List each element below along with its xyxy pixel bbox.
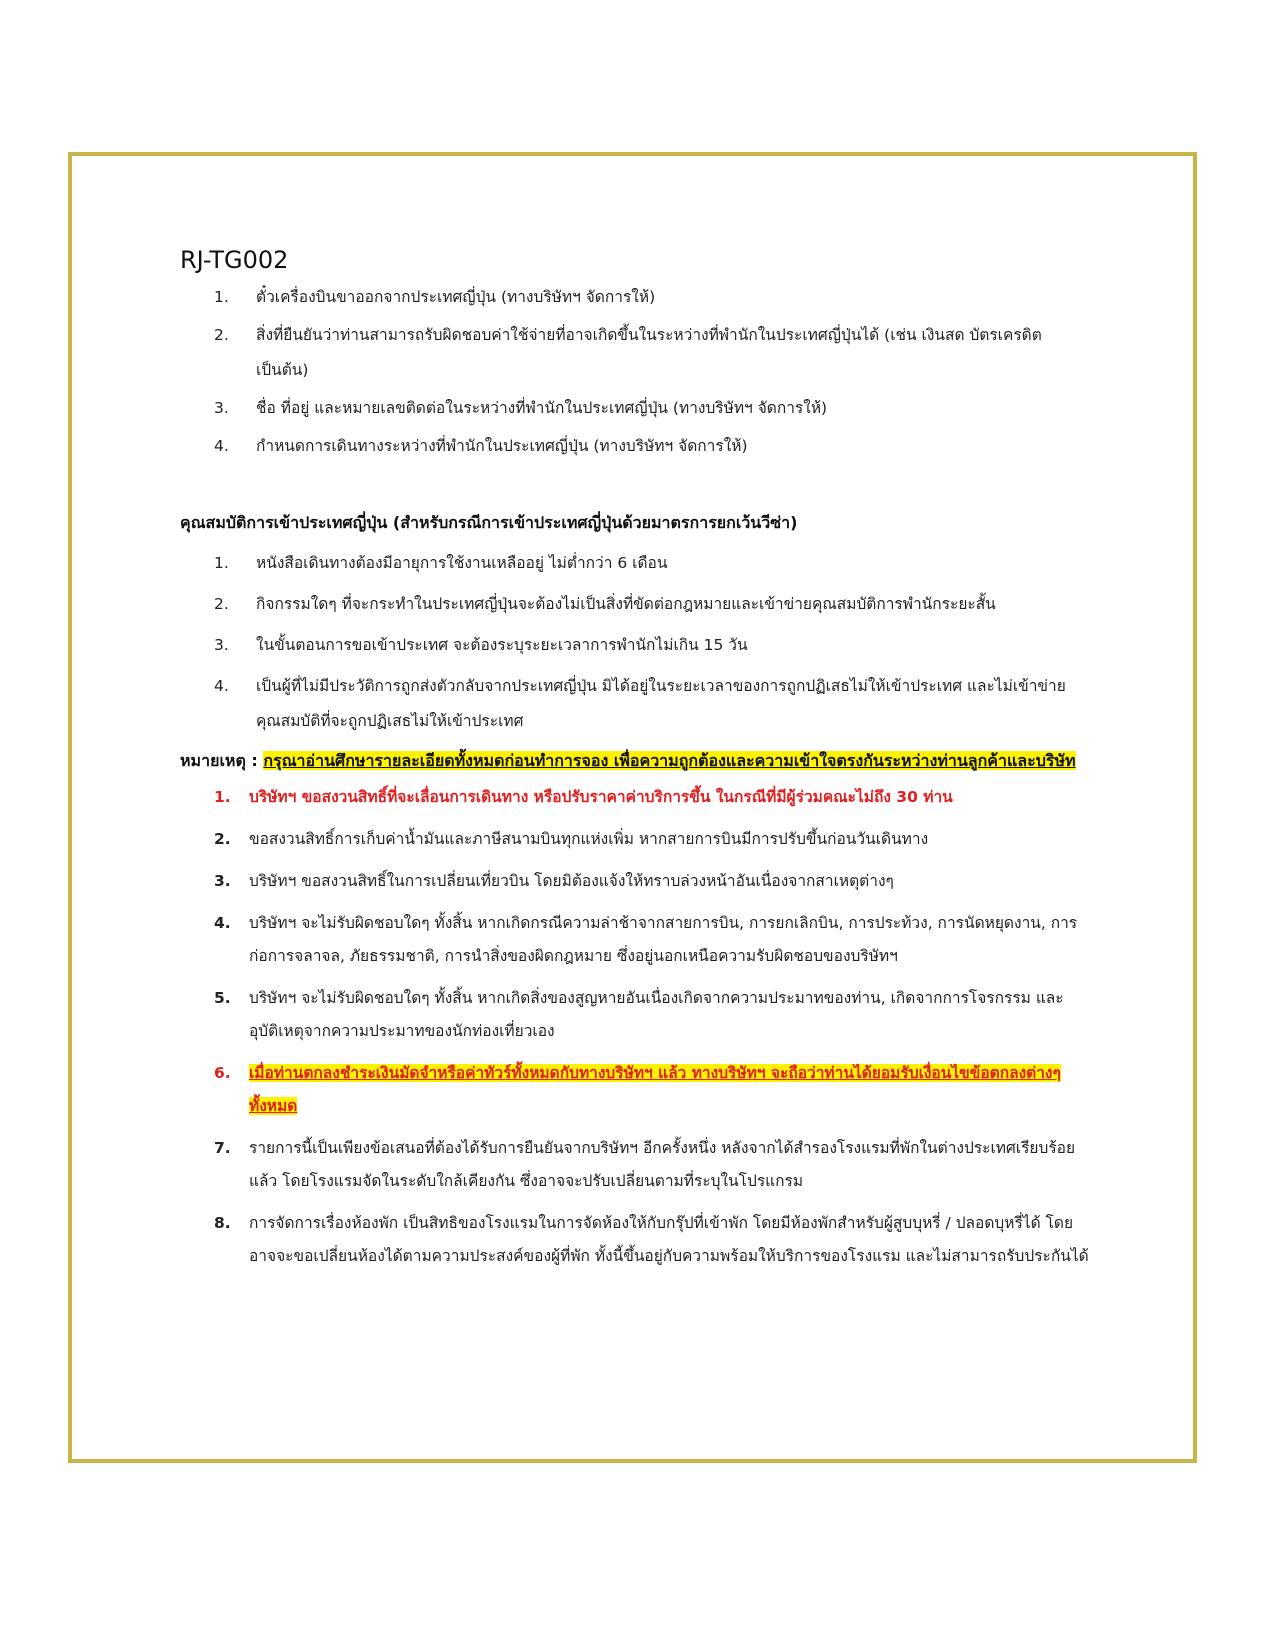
list-item: 2. ขอสงวนสิทธิ์การเก็บค่าน้ำมันและภาษีสนามบินทุกแห่งเพิ่ม หากสายการบินมีการปรับขึ้นก่อนวันเดินทาง <box>214 830 929 848</box>
list-item: 1. ตั๋วเครื่องบินขาออกจากประเทศญี่ปุ่น (ทางบริษัทฯ จัดการให้) <box>214 288 656 306</box>
list-item: 6. เมื่อท่านตกลงชำระเงินมัดจำหรือค่าทัวร์ทั้งหมดกับทางบริษัทฯ แล้ว ทางบริษัทฯ จะถือว่าท่านได้ยอมรับเงื่อนไขข้อตกลงต่างๆ ทั้งหมด <box>214 1064 1061 1115</box>
list-item: 4. เป็นผู้ที่ไม่มีประวัติการถูกส่งตัวกลับจากประเทศญี่ปุ่น มิได้อยู่ในระยะเวลาของการถูกปฏิเสธไม่ให้เข้าประเทศ และไม่เข้าข่ายคุณสมบัติที่จะถูกปฏิเสธไม่ให้เข้าประเทศ <box>214 677 1066 730</box>
note-paragraph <box>180 745 1095 777</box>
list-item: 1. บริษัทฯ ขอสงวนสิทธิ์ที่จะเลื่อนการเดินทาง หรือปรับราคาค่าบริการขึ้น ในกรณีที่มีผู้ร่วมคณะไม่ถึง 30 ท่าน <box>214 788 953 806</box>
list-item: 2. สิ่งที่ยืนยันว่าท่านสามารถรับผิดชอบค่าใช้จ่ายที่อาจเกิดขึ้นในระหว่างที่พำนักในประเทศญี่ปุ่นได้ (เช่น เงินสด บัตรเครดิต เป็นต้น) <box>214 326 1042 379</box>
list-item: 2. กิจกรรมใดๆ ที่จะกระทำในประเทศญี่ปุ่นจะต้องไม่เป็นสิ่งที่ขัดต่อกฎหมายและเข้าข่ายคุณสมบัติการพำนักระยะสั้น <box>214 595 996 613</box>
note-label: หมายเหตุ : <box>180 751 264 770</box>
requirements-list <box>180 280 1095 464</box>
list-item: 5. บริษัทฯ จะไม่รับผิดชอบใดๆ ทั้งสิ้น หากเกิดสิ่งของสูญหายอันเนื่องเกิดจากความประมาทของท่าน, เกิดจากการโจรกรรม และอุบัติเหตุจากความประมาทของนักท่องเที่ยวเอง <box>214 989 1064 1040</box>
qualification-heading: คุณสมบัติการเข้าประเทศญี่ปุ่น (สำหรับกรณีการเข้าประเทศญี่ปุ่นด้วยมาตรการยกเว้นวีซ่า) <box>180 513 798 532</box>
list-item: 3. ในขั้นตอนการขอเข้าประเทศ จะต้องระบุระยะเวลาการพำนักไม่เกิน 15 วัน <box>214 636 748 654</box>
list-item: 1. หนังสือเดินทางต้องมีอายุการใช้งานเหลืออยู่ ไม่ต่ำกว่า 6 เดือน <box>214 554 668 572</box>
list-item: 4. กำหนดการเดินทางระหว่างที่พำนักในประเทศญี่ปุ่น (ทางบริษัทฯ จัดการให้) <box>214 437 748 455</box>
document-content <box>180 246 1095 1282</box>
conditions-list <box>180 781 1095 1273</box>
list-item: 3. ชื่อ ที่อยู่ และหมายเลขติดต่อในระหว่างที่พำนักในประเทศญี่ปุ่น (ทางบริษัทฯ จัดการให้) <box>214 399 828 417</box>
list-item: 4. บริษัทฯ จะไม่รับผิดชอบใดๆ ทั้งสิ้น หากเกิดกรณีความล่าช้าจากสายการบิน, การยกเลิกบิน, การประท้วง, การนัดหยุดงาน, การก่อการจลาจล, ภัยธรรมชาติ, การนำสิ่งของผิดกฎหมาย ซึ่งอยู่นอกเหนือความรับผิดชอบของบริษัทฯ <box>214 914 1078 965</box>
program-code: RJ-TG002 <box>180 246 289 274</box>
list-item: 7. รายการนี้เป็นเพียงข้อเสนอที่ต้องได้รับการยืนยันจากบริษัทฯ อีกครั้งหนึ่ง หลังจากได้สำรองโรงแรมที่พักในต่างประเทศเรียบร้อยแล้ว โดยโรงแรมจัดในระดับใกล้เคียงกัน ซึ่งอาจจะปรับเปลี่ยนตามที่ระบุในโปรแกรม <box>214 1139 1076 1190</box>
note-highlight: กรุณาอ่านศึกษารายละเอียดทั้งหมดก่อนทำการจอง เพื่อความถูกต้องและความเข้าใจตรงกันระหว่างท่านลูกค้าและบริษัท <box>263 751 1076 770</box>
list-item: 3. บริษัทฯ ขอสงวนสิทธิ์ในการเปลี่ยนเที่ยวบิน โดยมิต้องแจ้งให้ทราบล่วงหน้าอันเนื่องจากสาเหตุต่างๆ <box>214 872 894 890</box>
list-item: 8. การจัดการเรื่องห้องพัก เป็นสิทธิของโรงแรมในการจัดห้องให้กับกรุ๊ปที่เข้าพัก โดยมีห้องพักสำหรับผู้สูบบุหรี่ / ปลอดบุหรี่ได้ โดยอาจจะขอเปลี่ยนห้องได้ตามความประสงค์ของผู้ที่พัก ทั้งนี้ขึ้นอยู่กับความพร้อมให้บริการของโรงแรม และไม่สามารถรับประกันได้ <box>214 1214 1089 1265</box>
qualifications-list <box>180 546 1095 739</box>
